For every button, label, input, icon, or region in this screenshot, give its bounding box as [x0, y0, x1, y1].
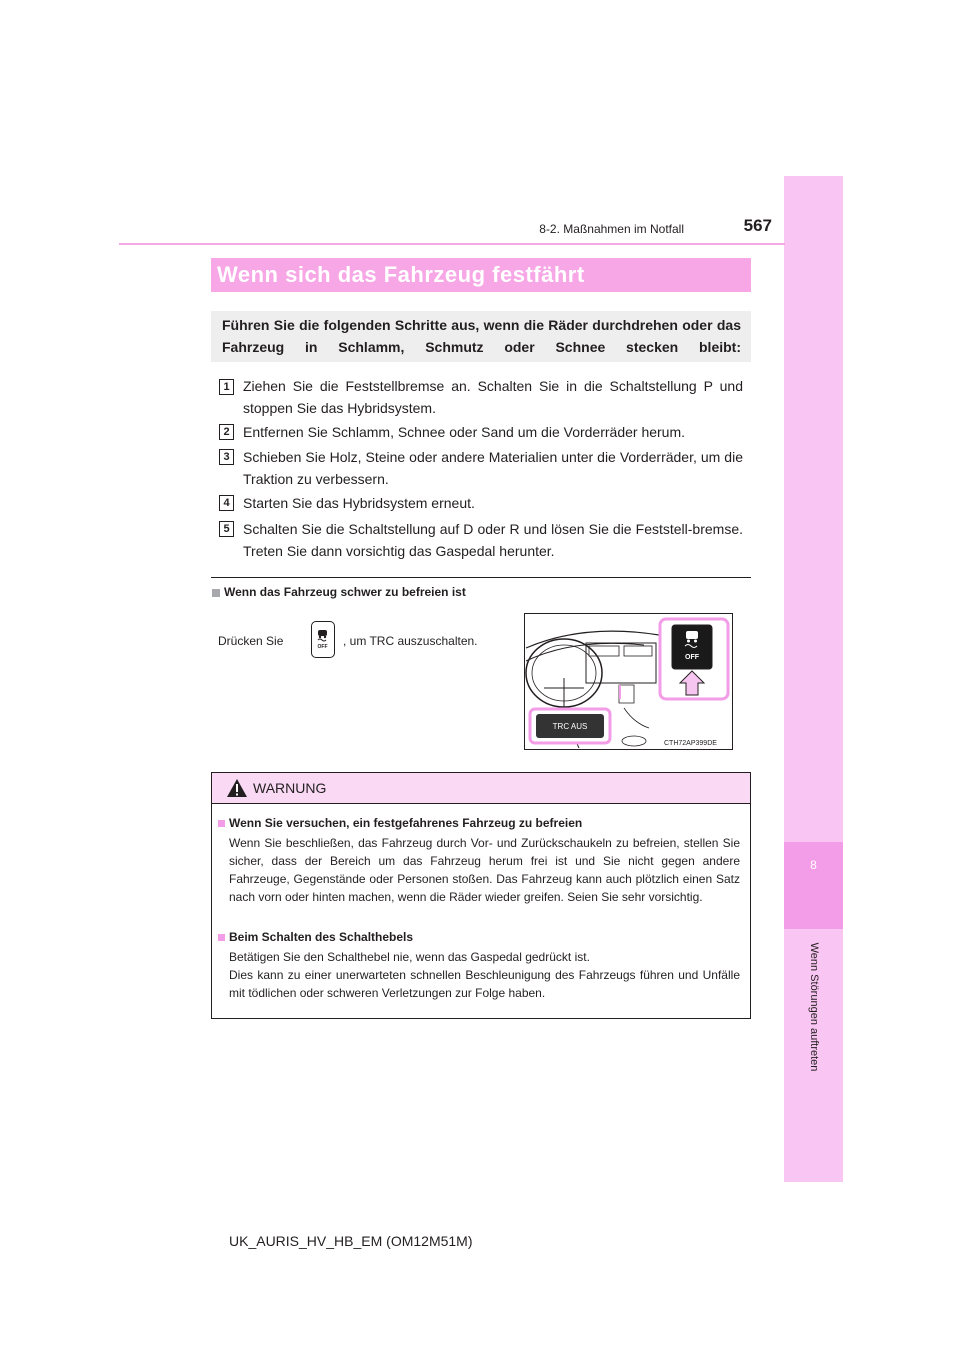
- step-number-4: 4: [219, 495, 234, 511]
- warning-item-text-1: Wenn Sie beschließen, das Fahrzeug durch Vor- und Zurückschaukeln zu befreien, stellen Sie sicher, dass der Bereich um das Fahrzeug herum frei ist und Sie nicht gegen andere Fahrzeuge, Gegenstände oder Personen stoßen. Das Fahrzeug kann auch plötzlich einen Satz nach vorn oder hinten machen, wenn die Räder wieder greifen. Seien Sie sehr vorsichtig.: [229, 836, 740, 904]
- step-text-5: Schalten Sie die Schaltstellung auf D oder R und lösen Sie die Feststell-bremse. Treten Sie dann vorsichtig das Gaspedal herunter.: [243, 521, 743, 559]
- chapter-number: 8: [810, 858, 817, 872]
- section-divider: [211, 577, 751, 578]
- warning-triangle-icon: [226, 778, 248, 798]
- page-title: Wenn sich das Fahrzeug festfährt: [217, 262, 585, 287]
- step-text-3: Schieben Sie Holz, Steine oder andere Materialien unter die Vorderräder, um die Traktion zu verbessern.: [243, 449, 743, 487]
- warning-item-heading-2: Beim Schalten des Schalthebels: [229, 930, 414, 944]
- chapter-title: Wenn Störungen auftreten: [808, 942, 820, 1072]
- chapter-number-block: [784, 842, 843, 929]
- section-title: 8-2. Maßnahmen im Notfall: [539, 222, 684, 236]
- illustration-trc-aus-label: TRC AUS: [552, 722, 588, 731]
- step-text-2: Entfernen Sie Schlamm, Schnee oder Sand um die Vorderräder herum.: [243, 424, 686, 440]
- step-number-1: 1: [219, 379, 234, 395]
- step-text-1: Ziehen Sie die Feststellbremse an. Schalten Sie in die Schaltstellung P und stoppen Sie das Hybridsystem.: [243, 378, 743, 416]
- pink-square-bullet-icon: [218, 934, 225, 941]
- step-number-2: 2: [219, 424, 234, 440]
- step-number-3: 3: [219, 449, 234, 465]
- warning-item-text-2a: Betätigen Sie den Schalthebel nie, wenn das Gaspedal gedrückt ist.: [229, 950, 590, 964]
- illustration-code: CTH72AP399DE: [664, 740, 717, 747]
- dashboard-illustration: [524, 613, 733, 750]
- page-number: 567: [743, 216, 772, 235]
- trc-off-button-icon: [311, 621, 335, 658]
- subsection-heading: Wenn das Fahrzeug schwer zu befreien ist: [224, 585, 466, 599]
- warning-item-text-2b: Dies kann zu einer unerwarteten schnellen Beschleunigung des Fahrzeugs führen und Unfälle mit tödlichen oder schweren Verletzungen zur Folge haben.: [229, 968, 740, 1000]
- step-number-5: 5: [219, 521, 234, 537]
- svg-text:OFF: OFF: [317, 644, 328, 650]
- step-text-4: Starten Sie das Hybridsystem erneut.: [243, 495, 475, 511]
- illustration-off-label: OFF: [685, 654, 699, 661]
- pink-square-bullet-icon: [218, 820, 225, 827]
- instruction-text-before: Drücken Sie: [218, 634, 284, 648]
- square-bullet-icon: [212, 589, 220, 597]
- warning-title: WARNUNG: [253, 780, 327, 796]
- intro-text: Führen Sie die folgenden Schritte aus, wenn die Räder durchdrehen oder das Fahrzeug in Schlamm, Schmutz oder Schnee stecken bleibt:: [222, 317, 741, 355]
- header-rule: [119, 243, 785, 245]
- document-footer-code: UK_AURIS_HV_HB_EM (OM12M51M): [229, 1233, 473, 1249]
- instruction-text-after: , um TRC auszuschalten.: [343, 634, 478, 648]
- warning-item-heading-1: Wenn Sie versuchen, ein festgefahrenes Fahrzeug zu befreien: [229, 816, 583, 830]
